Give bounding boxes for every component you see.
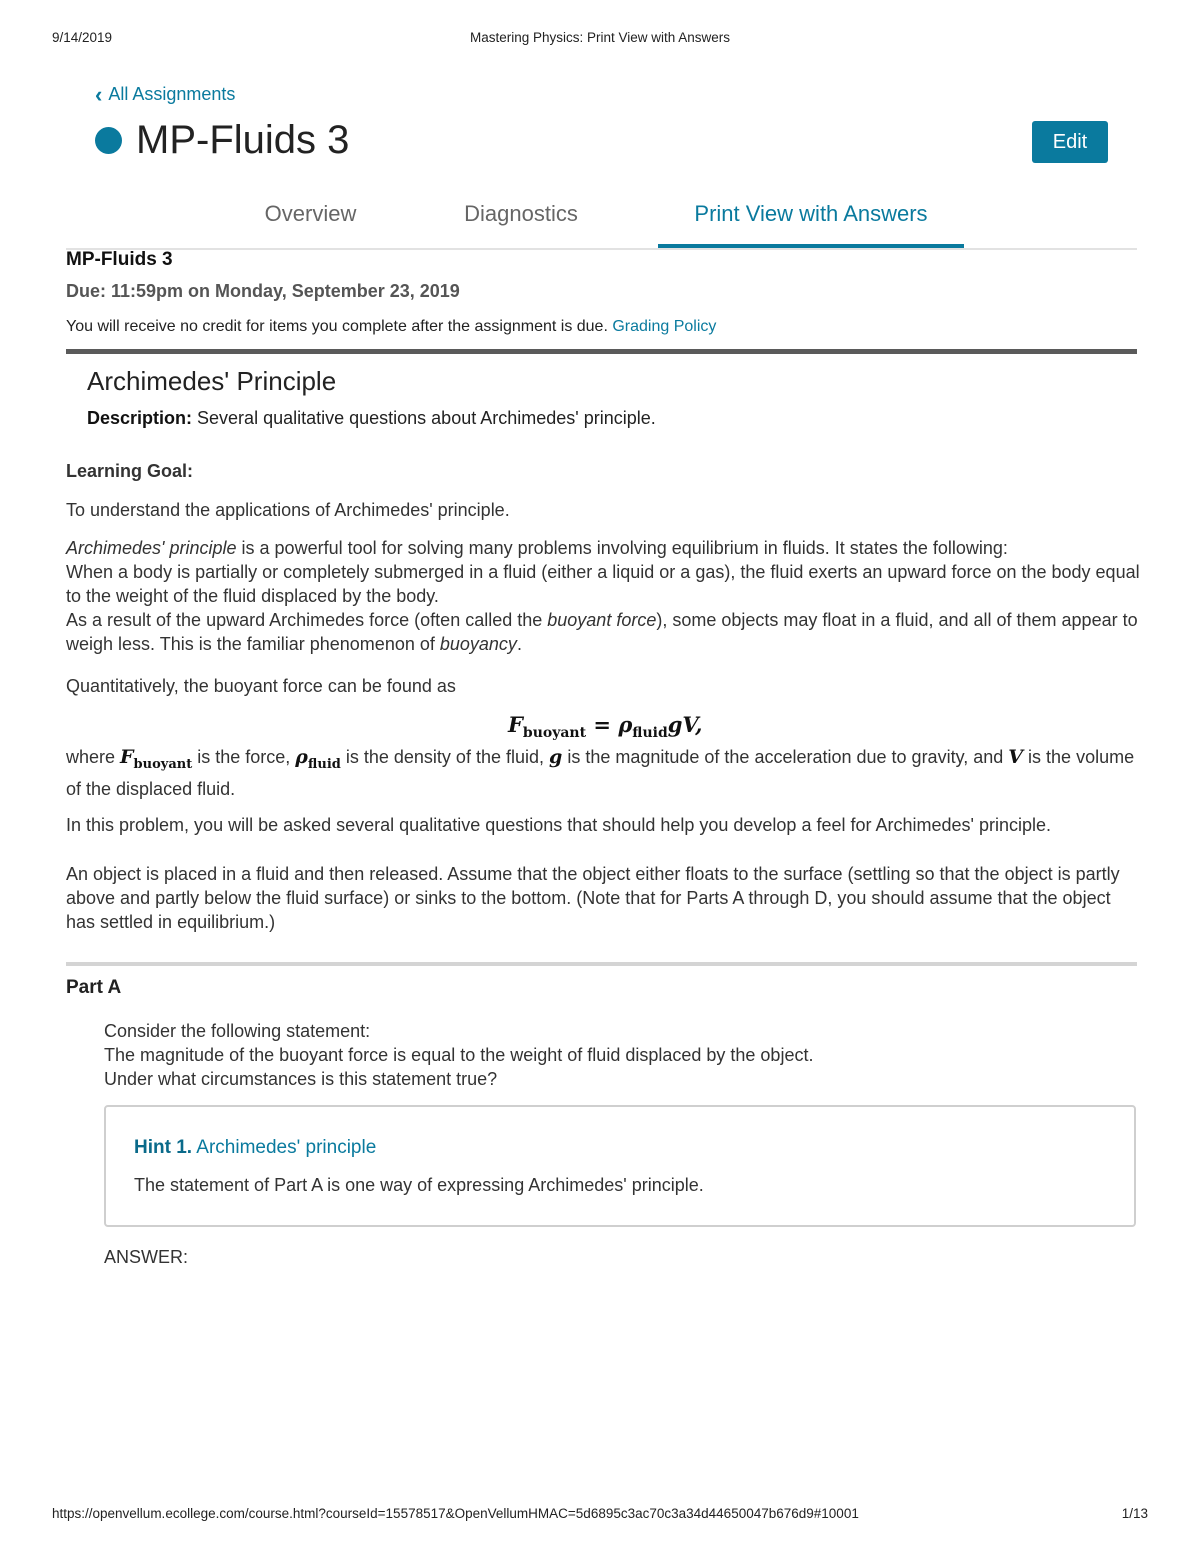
symbol-g: g (549, 746, 563, 768)
sym-f: F (120, 746, 134, 768)
formula-gv: gV (667, 712, 696, 737)
principle-statement: When a body is partially or completely submerged in a fluid (either a liquid or a gas), the fluid exerts an upward force on the body equal to the weight of the fluid displaced by the body. (66, 562, 1140, 606)
no-credit-text: You will receive no credit for items you complete after the assignment is due. (66, 318, 608, 335)
hint-1-header[interactable] (134, 1137, 376, 1159)
buoyant-force-formula (508, 712, 702, 741)
sym-f-sub: buoyant (133, 756, 193, 772)
print-footer (52, 1506, 1148, 1526)
where-text-a: where (66, 747, 116, 767)
formula-f: F (508, 712, 523, 737)
formula-eq: = (586, 712, 619, 737)
buoyancy-text-a: As a result of the upward Archimedes force (often called the (66, 610, 548, 630)
buoyant-force-em: buoyant force (547, 610, 657, 630)
learning-goal-label: Learning Goal: (66, 461, 194, 481)
page-title: MP-Fluids 3 (136, 118, 350, 162)
print-url: https://openvellum.ecollege.com/course.html?courseId=15578517&OpenVellumHMAC=5d6895c3ac70c3a34d44650047b676d9#10001 (52, 1506, 859, 1521)
where-paragraph (66, 745, 1141, 801)
no-credit-notice (66, 318, 716, 336)
hint-box (104, 1105, 1136, 1227)
grading-policy-link[interactable]: Grading Policy (612, 318, 717, 335)
in-this-problem-text: In this problem, you will be asked several qualitative questions that should help you develop a feel for Archimedes' principle. (66, 815, 1051, 835)
section-title: MP-Fluids 3 (66, 249, 173, 270)
buoyancy-text-c: . (516, 634, 522, 654)
print-date: 9/14/2019 (52, 30, 113, 45)
formula-tail: , (695, 712, 703, 737)
intro-paragraph (66, 536, 1141, 656)
sym-rho-sub: fluid (307, 756, 341, 772)
answer-label: ANSWER: (104, 1247, 189, 1267)
tab-print-view-with-answers[interactable]: Print View with Answers (658, 196, 964, 248)
symbol-rho-fluid (295, 746, 341, 772)
chevron-left-icon: ‹ (95, 81, 103, 107)
archimedes-principle-em: Archimedes' principle (66, 538, 237, 558)
buoyancy-text-b: ), some objects may float in a fluid, and all of them appear to weigh less. This is the familiar phenomenon of (66, 610, 1138, 654)
buoyancy-em: buoyancy (439, 634, 517, 654)
tab-diagnostics[interactable]: Diagnostics (464, 201, 578, 226)
where-text-e: is the volume of the displaced fluid. (66, 747, 1135, 799)
where-text-c: is the density of the fluid, (345, 747, 544, 767)
all-assignments-label: All Assignments (108, 84, 236, 104)
tab-bar (66, 196, 1137, 250)
due-date: Due: 11:59pm on Monday, September 23, 2019 (66, 281, 460, 301)
part-a-line3: Under what circumstances is this statement true? (104, 1069, 498, 1089)
edit-button[interactable]: Edit (1032, 121, 1108, 163)
hint-number: Hint 1. (134, 1137, 193, 1158)
object-paragraph: An object is placed in a fluid and then released. Assume that the object either floats to the surface (settling so that the object is partly above and partly below the fluid surface) or sinks to the bottom. (Note that for Parts A through D, you should assume that the object has settled in equilibrium.) (66, 864, 1120, 932)
all-assignments-link[interactable] (95, 81, 236, 107)
part-a-line2: The magnitude of the buoyant force is equal to the weight of fluid displaced by the object. (104, 1045, 814, 1065)
description-label: Description: (87, 408, 193, 428)
description-text: Several qualitative questions about Archimedes' principle. (197, 408, 656, 428)
divider (66, 349, 1137, 354)
hint-body: The statement of Part A is one way of expressing Archimedes' principle. (134, 1175, 704, 1195)
hint-title: Archimedes' principle (196, 1137, 377, 1158)
sym-rho: ρ (295, 746, 308, 768)
quantitative-text: Quantitatively, the buoyant force can be found as (66, 676, 456, 696)
print-title: Mastering Physics: Print View with Answers (469, 30, 731, 45)
where-text-b: is the force, (197, 747, 291, 767)
formula-rho-sub: fluid (632, 725, 668, 742)
problem-description (87, 408, 656, 429)
part-a-question (104, 1019, 813, 1091)
tab-overview[interactable]: Overview (264, 201, 357, 226)
where-text-d: is the magnitude of the acceleration due to gravity, and (567, 747, 1004, 767)
symbol-v: V (1008, 746, 1024, 768)
formula-rho: ρ (618, 712, 633, 737)
assignment-header (95, 118, 349, 163)
formula-f-sub: buoyant (522, 725, 587, 742)
problem-title: Archimedes' Principle (87, 366, 337, 396)
learning-goal-text: To understand the applications of Archimedes' principle. (66, 500, 510, 520)
part-a-label: Part A (66, 977, 122, 998)
print-header (52, 30, 1148, 50)
page-number: 1/13 (1121, 1506, 1148, 1521)
status-dot-icon (95, 127, 122, 154)
intro-text: is a powerful tool for solving many problems involving equilibrium in fluids. It states the following: (241, 538, 1008, 558)
part-divider (66, 962, 1137, 966)
symbol-f-buoyant (120, 746, 193, 772)
part-a-line1: Consider the following statement: (104, 1021, 371, 1041)
